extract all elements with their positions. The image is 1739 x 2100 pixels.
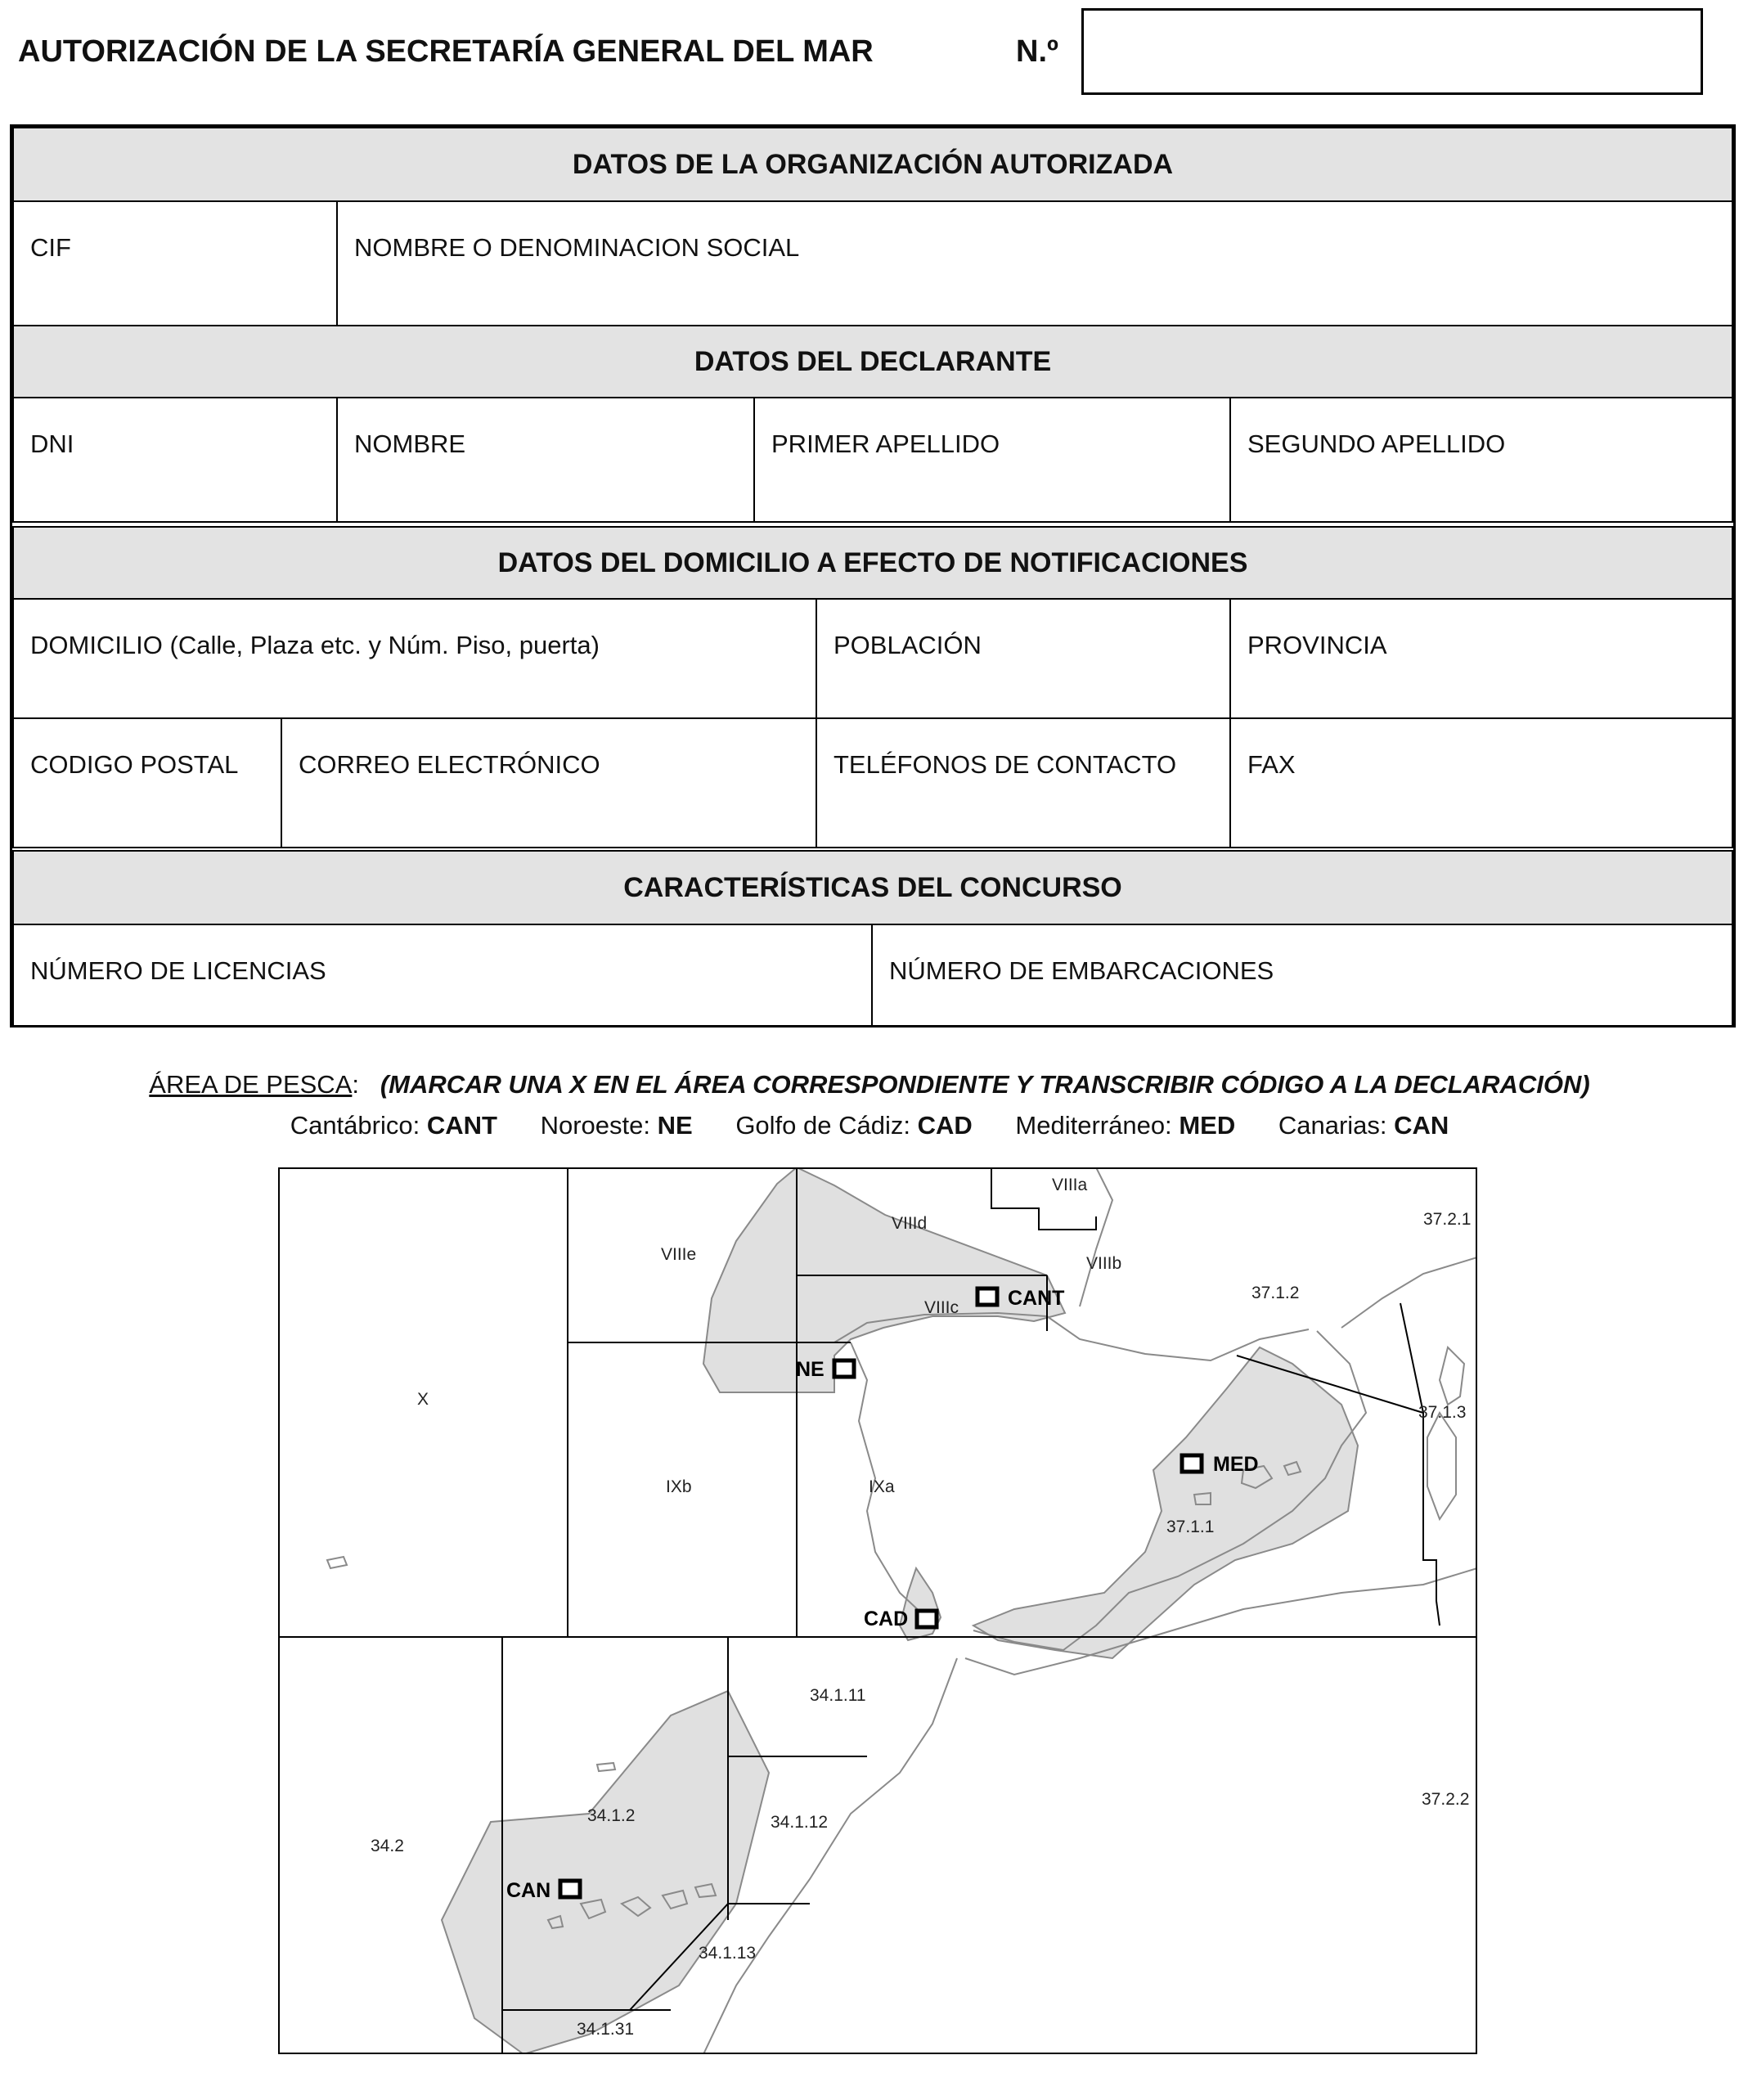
licencias-field[interactable]: NÚMERO DE LICENCIAS — [12, 924, 873, 1027]
zone-label-x: X — [417, 1390, 429, 1409]
form-title: AUTORIZACIÓN DE LA SECRETARÍA GENERAL DEL MAR — [18, 34, 874, 69]
section-header-domicilio: DATOS DEL DOMICILIO A EFECTO DE NOTIFICACIONES — [12, 526, 1733, 600]
primer-apellido-field[interactable]: PRIMER APELLIDO — [753, 397, 1231, 523]
checkbox-label-med: MED — [1213, 1453, 1259, 1476]
zone-label-3711: 37.1.1 — [1166, 1518, 1215, 1536]
checkbox-med[interactable] — [1182, 1455, 1202, 1472]
zone-label-viiib: VIIIb — [1086, 1254, 1122, 1273]
madeira — [327, 1557, 615, 1771]
codigo-postal-field[interactable]: CODIGO POSTAL — [12, 717, 282, 848]
zone-label-34112: 34.1.12 — [771, 1813, 829, 1832]
zone-label-viiie: VIIIe — [661, 1245, 697, 1264]
shaded-area-canarias — [442, 1691, 769, 2054]
legend-item-ne: Noroeste: NE — [540, 1111, 693, 1140]
sardinia — [1427, 1413, 1456, 1519]
checkbox-label-can: CAN — [506, 1879, 551, 1902]
fishing-area-map — [278, 1167, 1477, 2054]
zone-label-3722: 37.2.2 — [1422, 1790, 1470, 1809]
dni-field[interactable]: DNI — [12, 397, 338, 523]
number-field[interactable] — [1081, 8, 1703, 95]
legend-item-cad: Golfo de Cádiz: CAD — [735, 1111, 973, 1140]
fax-field[interactable]: FAX — [1229, 717, 1733, 848]
checkbox-ne[interactable] — [834, 1360, 854, 1377]
checkbox-label-ne: NE — [796, 1358, 825, 1381]
section-header-concurso: CARACTERÍSTICAS DEL CONCURSO — [12, 850, 1733, 925]
telefonos-field[interactable]: TELÉFONOS DE CONTACTO — [816, 717, 1231, 848]
domicilio-field[interactable]: DOMICILIO (Calle, Plaza etc. y Núm. Piso, puerta) — [12, 598, 817, 719]
zone-label-ixb: IXb — [666, 1477, 692, 1496]
zone-label-viiid: VIIId — [892, 1214, 928, 1233]
nombre-field[interactable]: NOMBRE — [336, 397, 755, 523]
embarcaciones-field[interactable]: NÚMERO DE EMBARCACIONES — [871, 924, 1733, 1027]
correo-field[interactable]: CORREO ELECTRÓNICO — [281, 717, 817, 848]
area-code-legend — [0, 1111, 1739, 1140]
cif-field[interactable]: CIF — [12, 200, 338, 326]
zone-label-ixa: IXa — [869, 1477, 895, 1496]
zone-label-3412: 34.1.2 — [587, 1806, 636, 1825]
zone-label-34131: 34.1.31 — [577, 2020, 635, 2039]
area-instructions — [0, 1070, 1739, 1099]
segundo-apellido-field[interactable]: SEGUNDO APELLIDO — [1229, 397, 1733, 523]
area-label: ÁREA DE PESCA — [149, 1070, 353, 1099]
section-header-organizacion: DATOS DE LA ORGANIZACIÓN AUTORIZADA — [12, 127, 1733, 202]
checkbox-cant[interactable] — [977, 1288, 997, 1305]
poblacion-field[interactable]: POBLACIÓN — [816, 598, 1231, 719]
zone-label-viiic: VIIIc — [924, 1298, 959, 1317]
checkbox-label-cant: CANT — [1008, 1287, 1065, 1310]
number-label: N.º — [1016, 34, 1058, 69]
legend-item-med: Mediterráneo: MED — [1015, 1111, 1236, 1140]
nombre-social-field[interactable]: NOMBRE O DENOMINACION SOCIAL — [336, 200, 1733, 326]
zone-label-3713: 37.1.3 — [1418, 1403, 1467, 1422]
legend-item-cant: Cantábrico: CANT — [290, 1111, 497, 1140]
legend-item-can: Canarias: CAN — [1278, 1111, 1449, 1140]
area-colon: : — [352, 1070, 359, 1099]
coast-france — [1080, 1167, 1477, 1328]
shaded-area-cantabrico-noroeste — [703, 1167, 1065, 1392]
zone-label-34113: 34.1.13 — [699, 1944, 757, 1963]
zone-label-3712: 37.1.2 — [1251, 1284, 1300, 1302]
checkbox-cad[interactable] — [917, 1611, 937, 1627]
zone-label-3721: 37.2.1 — [1423, 1210, 1472, 1229]
provincia-field[interactable]: PROVINCIA — [1229, 598, 1733, 719]
area-instruction: (MARCAR UNA X EN EL ÁREA CORRESPONDIENTE Y TRANSCRIBIR CÓDIGO A LA DECLARACIÓN) — [380, 1070, 1590, 1099]
checkbox-can[interactable] — [560, 1881, 580, 1897]
checkbox-label-cad: CAD — [864, 1608, 909, 1630]
zone-label-viiia: VIIIa — [1052, 1176, 1088, 1194]
corsica — [1440, 1347, 1464, 1405]
section-header-declarante: DATOS DEL DECLARANTE — [12, 325, 1733, 398]
zone-label-342: 34.2 — [371, 1837, 404, 1855]
form-table — [10, 124, 1736, 1028]
zone-label-34111: 34.1.11 — [810, 1686, 866, 1705]
